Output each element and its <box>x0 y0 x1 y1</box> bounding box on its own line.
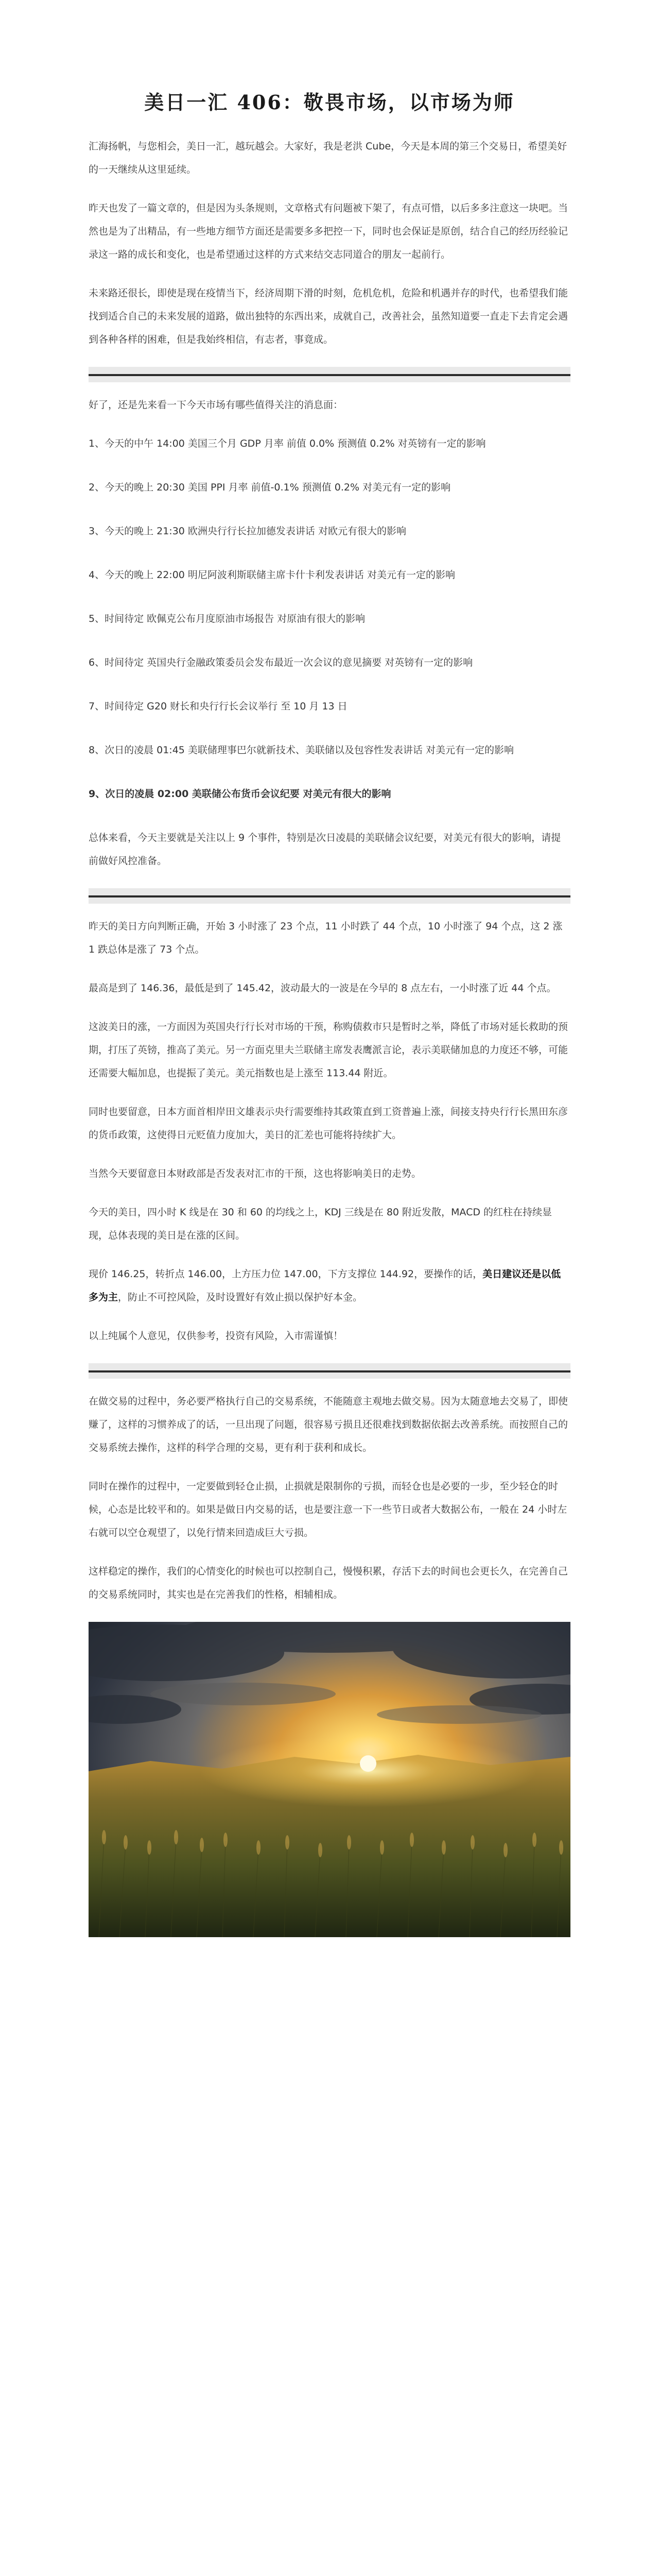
article-body <box>89 135 570 1937</box>
news-item-3: 3、今天的晚上 21:30 欧洲央行行长拉加德发表讲话 对欧元有很大的影响 <box>89 526 406 537</box>
trade-advice-suffix: ，防止不可控风险，及时设置好有效止损以保护好本金。 <box>118 1292 363 1303</box>
intro-paragraph-1: 汇海扬帆，与您相会，美日一汇，越玩越会。大家好，我是老洪 Cube，今天是本周的第三个交易日，希望美好的一天继续从这里延续。 <box>89 141 567 175</box>
photo-illustration <box>89 1622 570 1937</box>
section-divider <box>89 1363 570 1379</box>
analysis-paragraph-5: 当然今天要留意日本财政部是否发表对汇市的干预，这也将影响美日的走势。 <box>89 1168 422 1179</box>
intro-paragraph-2: 昨天也发了一篇文章的，但是因为头条规则，文章格式有问题被下架了，有点可惜，以后多多注意这一块吧。当然也是为了出精品，有一些地方细节方面还是需要多多把控一下，同时也会保证是原创，结合自己的经历经验记录这一路的成长和变化，也是希望通过这样的方式来结交志同道合的朋友一起前行。 <box>89 202 568 260</box>
closing-paragraph-2: 同时在操作的过程中，一定要做到轻仓止损，止损就是限制你的亏损，而轻仓也是必要的一步，至少轻仓的时候，心态是比较平和的。如果是做日内交易的话，也是要注意一下一些节日或者大数据公布，一般在 24 小时左右就可以空仓观望了，以免行情来回造成巨大亏损。 <box>89 1481 567 1538</box>
news-item-4: 4、今天的晚上 22:00 明尼阿波利斯联储主席卡什卡利发表讲话 对美元有一定的影响 <box>89 569 455 581</box>
section-divider <box>89 888 570 904</box>
news-intro: 好了，还是先来看一下今天市场有哪些值得关注的消息面： <box>89 399 343 411</box>
intro-paragraph-3: 未来路还很长，即使是现在疫情当下，经济周期下滑的时刻，危机危机，危险和机遇并存的时代，也希望我们能找到适合自己的未来发展的道路，做出独特的东西出来，成就自己，改善社会，虽然知道要一直走下去肯定会遇到各种各样的困难，但是我始终相信，有志者，事竟成。 <box>89 287 568 345</box>
analysis-paragraph-6: 今天的美日，四小时 K 线是在 30 和 60 的均线之上，KDJ 三线是在 80 附近发散，MACD 的红柱在持续显现，总体表现的美日是在涨的区间。 <box>89 1207 552 1241</box>
news-item-5: 5、时间待定 欧佩克公布月度原油市场报告 对原油有很大的影响 <box>89 613 366 624</box>
disclaimer: 以上纯属个人意见，仅供参考，投资有风险，入市需谨慎！ <box>89 1330 343 1342</box>
trade-advice <box>89 1263 570 1309</box>
analysis-paragraph-2: 最高是到了 146.36，最低是到了 145.42，波动最大的一波是在今早的 8 点左右，一小时涨了近 44 个点。 <box>89 982 557 994</box>
analysis-paragraph-4: 同时也要留意，日本方面首相岸田文雄表示央行需要维持其政策直到工资普遍上涨，间接支持央行行长黑田东彦的货币政策，这使得日元贬值力度加大，美日的汇差也可能将持续扩大。 <box>89 1106 568 1141</box>
news-item-6: 6、时间待定 英国央行金融政策委员会发布最近一次会议的意见摘要 对英镑有一定的影响 <box>89 657 473 668</box>
analysis-paragraph-3: 这波美日的涨，一方面因为英国央行行长对市场的干预，称购债救市只是暂时之举，降低了市场对延长救助的预期，打压了英镑，推高了美元。另一方面克里夫兰联储主席发表鹰派言论，表示美联储加息的力度还不够，可能还需要大幅加息，也提振了美元。美元指数也是上涨至 113.44 附近。 <box>89 1021 568 1079</box>
section-divider <box>89 367 570 382</box>
trade-advice-prefix: 现价 146.25，转折点 146.00，上方压力位 147.00，下方支撑位 144.92，要操作的话， <box>89 1268 483 1280</box>
closing-paragraph-3: 这样稳定的操作，我们的心情变化的时候也可以控制自己，慢慢积累，存活下去的时间也会更长久，在完善自己的交易系统同时，其实也是在完善我们的性格，相辅相成。 <box>89 1566 568 1600</box>
news-summary: 总体来看，今天主要就是关注以上 9 个事件，特别是次日凌晨的美联储会议纪要，对美元有很大的影响，请提前做好风控准备。 <box>89 832 561 867</box>
closing-paragraph-1: 在做交易的过程中，务必要严格执行自己的交易系统，不能随意主观地去做交易。因为太随意地去交易了，即使赚了，这样的习惯养成了的话，一旦出现了问题，很容易亏损且还很难找到数据依据去改善系统。而按照自己的交易系统去操作，这样的科学合理的交易，更有利于获利和成长。 <box>89 1396 568 1453</box>
news-item-8: 8、次日的凌晨 01:45 美联储理事巴尔就新技术、美联储以及包容性发表讲话 对美元有一定的影响 <box>89 744 514 756</box>
news-item-9: 9、次日的凌晨 02:00 美联储公布货币会议纪要 对美元有很大的影响 <box>89 788 391 800</box>
article-title: 美日一汇 406：敬畏市场，以市场为师 <box>144 91 515 114</box>
analysis-paragraph-1: 昨天的美日方向判断正确，开始 3 小时涨了 23 个点，11 小时跌了 44 个点，10 小时涨了 94 个点，这 2 涨 1 跌总体是涨了 73 个点。 <box>89 921 563 955</box>
news-item-1: 1、今天的中午 14:00 美国三个月 GDP 月率 前值 0.0% 预测值 0.2% 对英镑有一定的影响 <box>89 438 486 449</box>
wheat-field-sunset-photo <box>89 1622 570 1937</box>
news-item-2: 2、今天的晚上 20:30 美国 PPI 月率 前值-0.1% 预测值 0.2% 对美元有一定的影响 <box>89 482 451 493</box>
trade-advice-highlight: 美日建议还是以低多为主 <box>89 1268 561 1303</box>
news-item-7: 7、时间待定 G20 财长和央行行长会议举行 至 10 月 13 日 <box>89 701 348 712</box>
